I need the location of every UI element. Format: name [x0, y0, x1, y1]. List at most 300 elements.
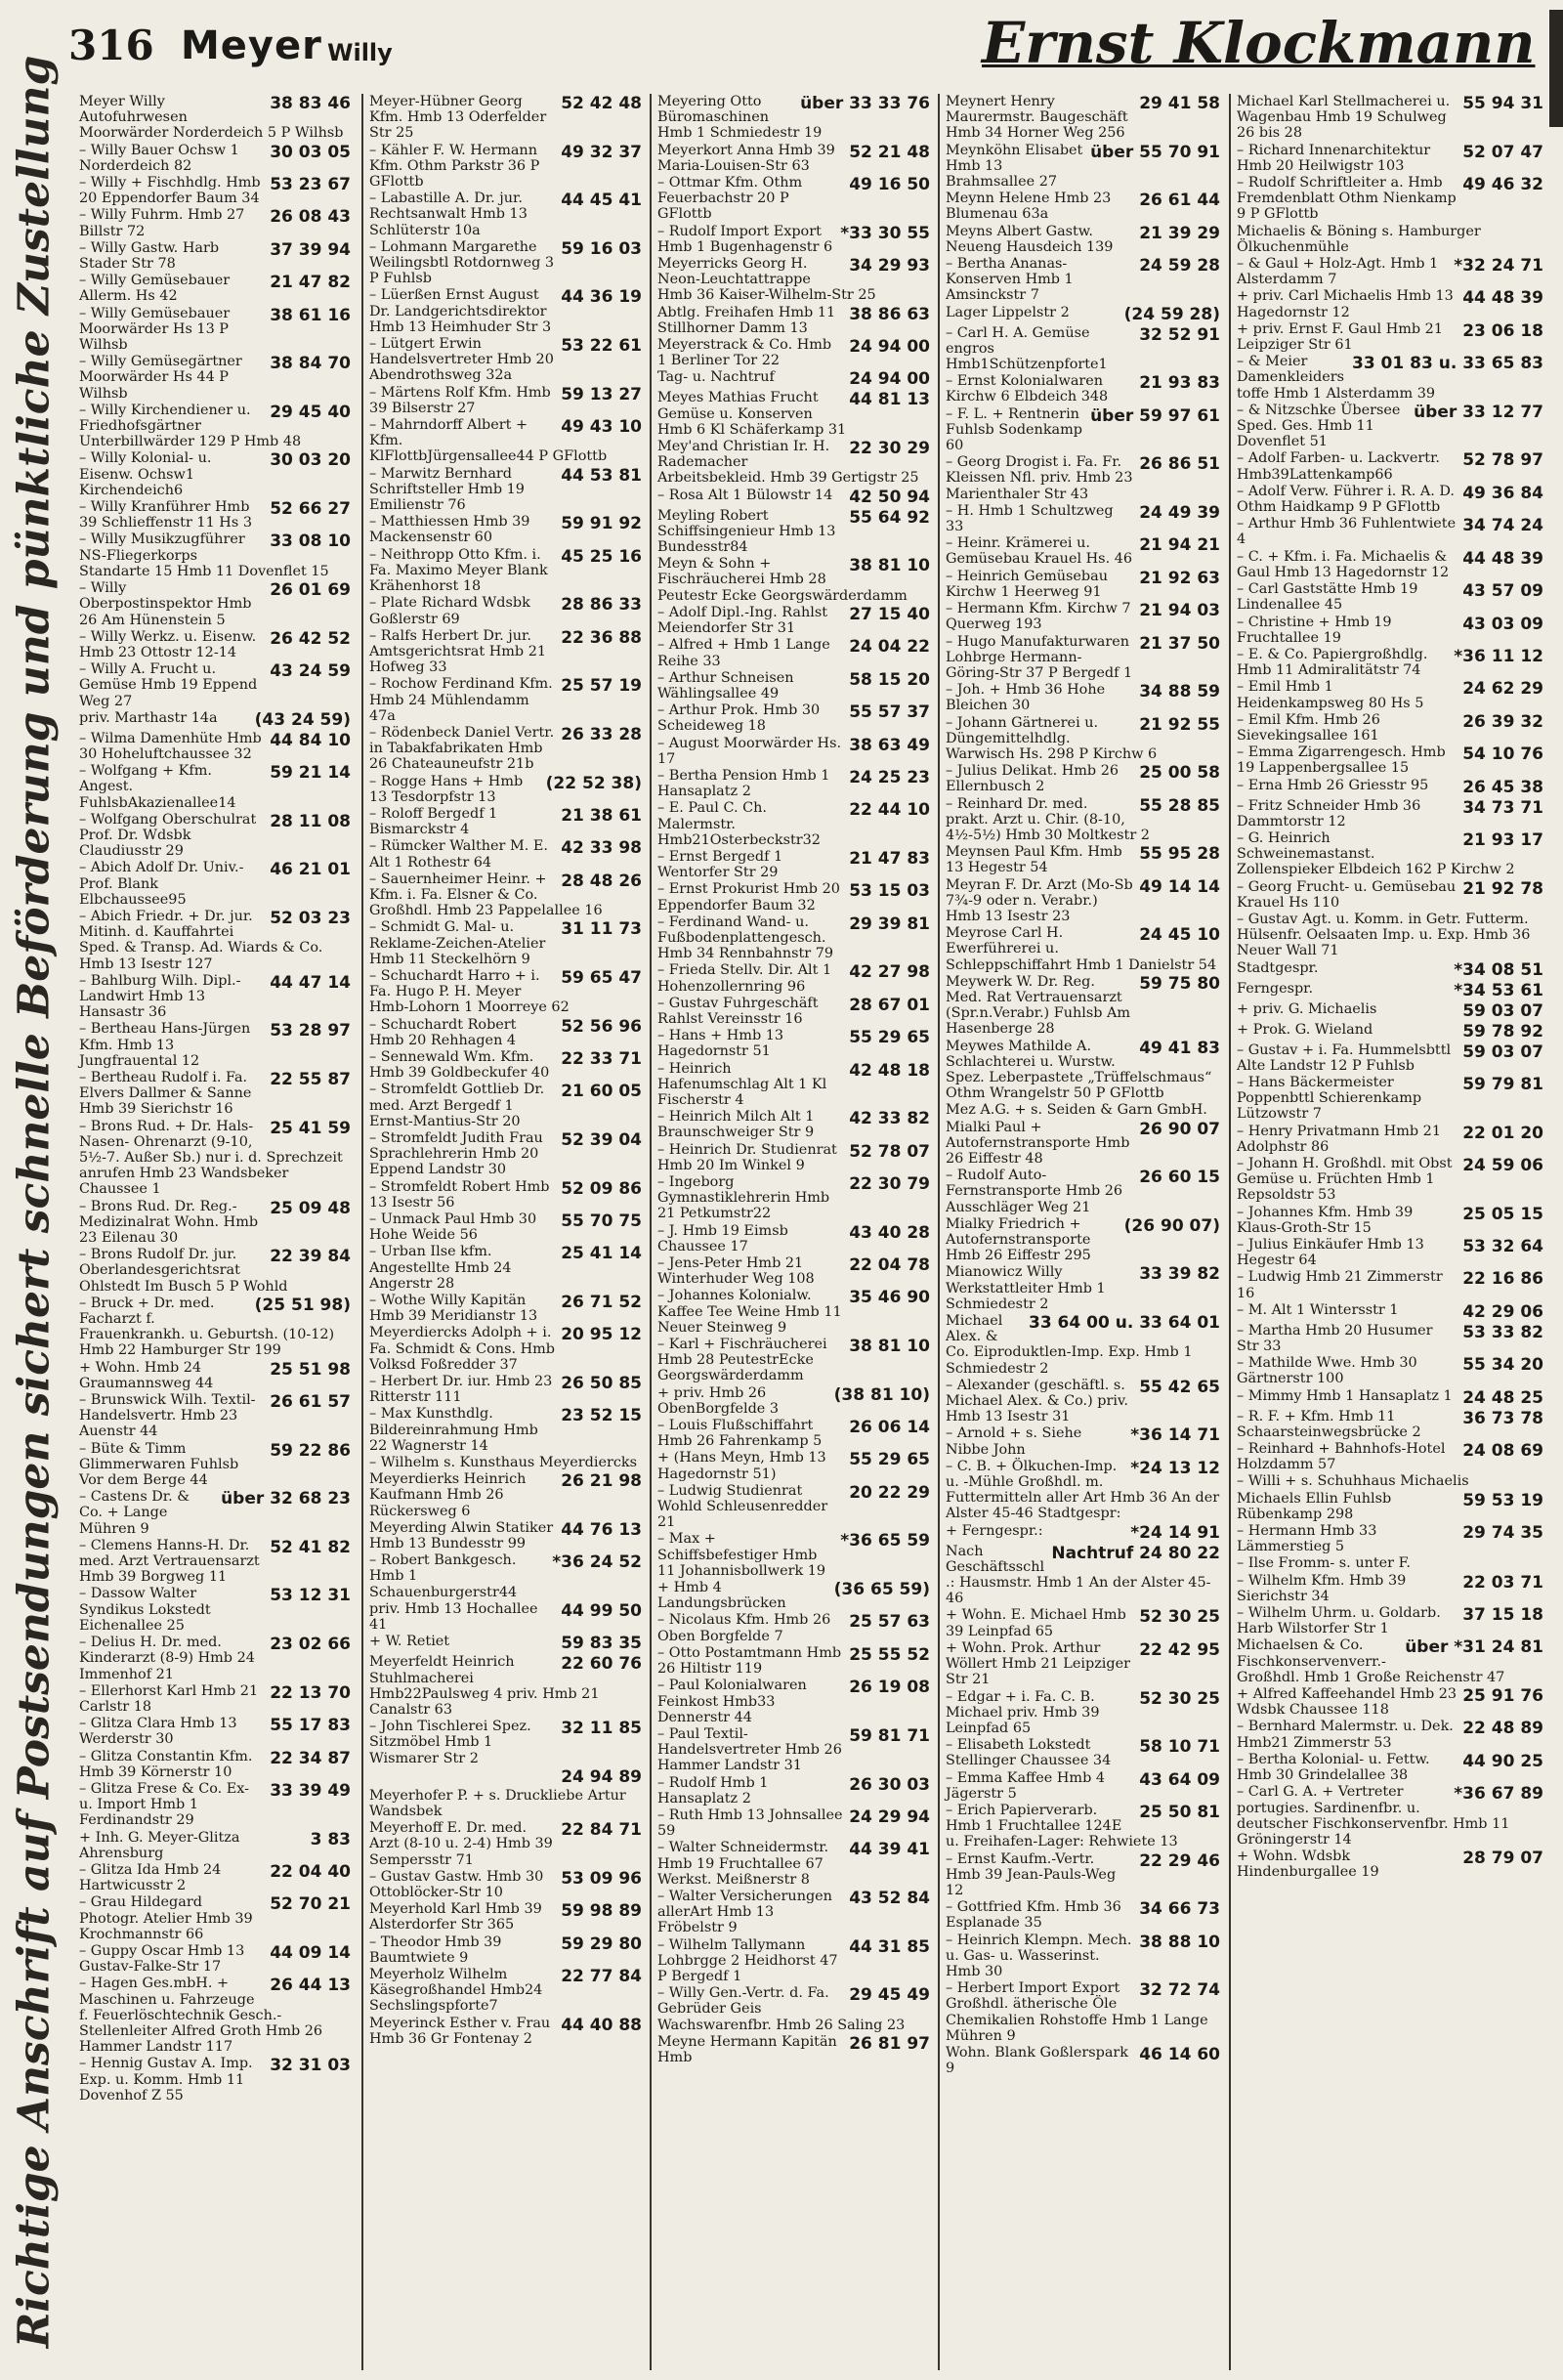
directory-entry — [652, 1418, 930, 1449]
entry-phone-number: 33 39 49 — [270, 1780, 351, 1801]
directory-entry — [73, 273, 351, 304]
entry-phone-number: 26 01 69 — [270, 580, 351, 601]
directory-entry — [363, 547, 642, 595]
entry-text: Meynköhn Elisabet Hmb 13 Brahmsallee 27 — [946, 142, 1083, 191]
entry-phone-number: 34 66 73 — [1139, 1899, 1220, 1920]
entry-text: + (Hans Meyn, Hmb 13 Hagedornstr 51) — [657, 1450, 826, 1482]
directory-entry — [940, 406, 1220, 454]
entry-phone-number: 44 48 39 — [1462, 548, 1543, 569]
entry-text: – Erna Hmb 26 Griesstr 95 — [1237, 777, 1429, 793]
directory-entry — [940, 535, 1220, 567]
entry-text: – Hugo Manufakturwaren Lohbrge Hermann-Göring-Str 37 P Bergedf 1 — [946, 633, 1133, 681]
entry-text: – Herbert Import Export Großhdl. ätherische Öle Chemikalien Rohstoffe Hmb 1 Lange Mühren 9 — [946, 1980, 1208, 2044]
entry-text: – Rochow Ferdinand Kfm. Hmb 24 Mühlendamm 47a — [369, 676, 553, 724]
entry-text: – Wilhelm Uhrm. u. Goldarb. Harb Wilstorfer Str 1 — [1237, 1605, 1441, 1637]
entry-phone-number: 26 61 57 — [270, 1392, 351, 1413]
entry-phone-number: 21 92 78 — [1462, 878, 1543, 899]
directory-entry — [1231, 1784, 1543, 1848]
entry-text: – Alfred + Hmb 1 Lange Reihe 33 — [657, 637, 830, 669]
directory-entry — [940, 2045, 1220, 2076]
entry-text: + Hmb 4 Landungsbrücken — [657, 1580, 786, 1612]
entry-phone-number: 59 16 03 — [561, 238, 642, 259]
directory-entry — [940, 1120, 1220, 1168]
entry-phone-number: 32 52 91 — [1139, 324, 1220, 345]
entry-phone-number: 25 00 58 — [1139, 763, 1220, 784]
entry-text: – Willy + Fischhdlg. Hmb 20 Eppendorfer Baum 34 — [79, 175, 261, 207]
directory-column-4 — [938, 94, 1226, 2370]
entry-text: Meynn Helene Hmb 23 Blumenau 63a — [946, 191, 1112, 223]
directory-entry — [73, 1247, 351, 1295]
entry-text: – Kähler F. W. Hermann Kfm. Othm Parkstr 36 P GFlottb — [369, 142, 540, 191]
entry-text: + priv. G. Michaelis — [1237, 1000, 1377, 1017]
entry-phone-number: 26 86 51 — [1139, 454, 1220, 475]
directory-entry — [652, 1142, 930, 1173]
entry-text: – Johannes Kfm. Hmb 39 Klaus-Groth-Str 15 — [1237, 1204, 1414, 1236]
directory-entry — [652, 1255, 930, 1287]
entry-text: – Abich Adolf Dr. Univ.-Prof. Blank Elbchaussee95 — [79, 860, 244, 908]
entry-text: – Sauernheimer Heinr. + Kfm. i. Fa. Elsner & Co. Großhdl. Hmb 23 Pappelallee 16 — [369, 871, 603, 919]
entry-phone-number: 34 74 24 — [1462, 516, 1543, 536]
entry-phone-number: 24 08 69 — [1462, 1441, 1543, 1462]
entry-phone-number: 44 36 19 — [561, 287, 642, 308]
directory-entry — [363, 1211, 642, 1243]
directory-entry — [940, 796, 1220, 844]
entry-text: – Delius H. Dr. med. Kinderarzt (8-9) Hmb 24 Immenhof 21 — [79, 1635, 255, 1682]
entry-phone-number: 22 04 40 — [270, 1861, 351, 1882]
entry-text: – Willy Kranführer Hmb 39 Schlieffenstr 11 Hs 3 — [79, 499, 252, 531]
directory-entry — [1231, 321, 1543, 353]
entry-phone-number: 23 02 66 — [270, 1635, 351, 1655]
directory-entry — [652, 369, 930, 389]
entry-phone-number: 22 34 87 — [270, 1748, 351, 1768]
entry-phone-number: 28 79 07 — [1462, 1849, 1543, 1869]
entry-text: + priv. Carl Michaelis Hmb 13 Hagedornstr 12 — [1237, 288, 1454, 320]
entry-text: – Emma Kaffee Hmb 4 Jägerstr 5 — [946, 1769, 1106, 1802]
directory-entry — [73, 1976, 351, 2055]
directory-entry — [940, 877, 1220, 925]
directory-entry — [363, 336, 642, 384]
directory-entry — [73, 1392, 351, 1440]
directory-entry — [363, 1049, 642, 1081]
brand-advertisement: Ernst Klockmann — [982, 10, 1536, 76]
entry-phone-number: 26 30 03 — [849, 1774, 930, 1795]
entry-text: – Herbert Dr. iur. Hmb 23 Ritterstr 111 — [369, 1374, 553, 1406]
entry-text: – Marwitz Bernhard Schriftsteller Hmb 19 Emilienstr 76 — [369, 465, 525, 514]
directory-entry — [363, 1934, 642, 1966]
entry-text: – Gustav Fuhrgeschäft Rahlst Vereinsstr 16 — [657, 995, 819, 1027]
page-header — [0, 0, 1563, 78]
directory-entry — [652, 1061, 930, 1109]
entry-text: + Alfred Kaffeehandel Hmb 23 Wdsbk Chaussee 118 — [1237, 1686, 1457, 1719]
entry-phone-number: 42 48 18 — [849, 1060, 930, 1081]
entry-phone-number: Nachtruf 24 80 22 — [1051, 1543, 1220, 1563]
entry-text: – Ludwig Studienrat Wohld Schleusenredder 21 — [657, 1482, 828, 1531]
directory-entry — [652, 849, 930, 880]
entry-text: – Willy Gastw. Harb Stader Str 78 — [79, 239, 220, 273]
entry-phone-number: 49 41 83 — [1139, 1038, 1220, 1058]
entry-text: – Rosa Alt 1 Bülowstr 14 — [657, 487, 833, 503]
entry-text: – E. & Co. Papiergroßhdlg. Hmb 11 Admiralitätstr 74 — [1237, 646, 1428, 679]
directory-entry — [940, 256, 1220, 304]
directory-entry — [652, 1109, 930, 1140]
entry-text: – Willy Kirchendiener u. Friedhofsgärtner Unterbillwärder 129 P Hmb 48 — [79, 402, 302, 450]
entry-phone-number: 26 19 08 — [849, 1678, 930, 1698]
entry-phone-number: 28 86 33 — [561, 595, 642, 616]
directory-entry — [73, 499, 351, 531]
directory-entry — [363, 1552, 642, 1600]
directory-entry — [363, 2016, 642, 2047]
directory-entry — [652, 256, 930, 304]
entry-phone-number: (26 90 07) — [1123, 1215, 1220, 1236]
entry-phone-number: 22 30 29 — [849, 439, 930, 459]
directory-entry — [652, 1223, 930, 1254]
directory-entry — [652, 143, 930, 174]
directory-entry — [652, 1028, 930, 1059]
directory-column-5 — [1229, 94, 1549, 2370]
entry-text: – Ellerhorst Karl Hmb 21 Carlstr 18 — [79, 1682, 259, 1715]
directory-entry — [363, 1869, 642, 1900]
entry-phone-number: 52 78 97 — [1462, 450, 1543, 471]
entry-phone-number: 21 39 29 — [1139, 223, 1220, 243]
entry-phone-number: 34 88 59 — [1139, 682, 1220, 702]
entry-text: – Bahlburg Wilh. Dipl.-Landwirt Hmb 13 Hansastr 36 — [79, 972, 241, 1021]
entry-phone-number: 24 25 23 — [849, 767, 930, 787]
entry-text: – Mimmy Hmb 1 Hansaplatz 1 — [1237, 1387, 1453, 1404]
directory-entry — [73, 629, 351, 660]
directory-entry — [652, 1840, 930, 1888]
directory-entry — [1231, 549, 1543, 580]
entry-text: Nach Geschäftsschl.: Hausmstr. Hmb 1 An der Alster 45-46 — [946, 1543, 1211, 1607]
entry-text: – Brons Rud. Dr. Reg.-Medizinalrat Wohn. Hmb 23 Eilenau 30 — [79, 1198, 259, 1247]
entry-phone-number: 25 41 14 — [561, 1244, 642, 1264]
entry-phone-number: 26 45 38 — [1462, 777, 1543, 797]
directory-entry — [652, 2034, 930, 2065]
directory-entry — [652, 94, 930, 142]
entry-text: priv. Hmb 13 Hochallee 41 — [369, 1600, 538, 1634]
entry-phone-number: 55 29 65 — [849, 1450, 930, 1470]
entry-phone-number: 21 92 63 — [1139, 568, 1220, 588]
entry-text: Meyerhoff E. Dr. med. Arzt (8-10 u. 2-4) Hmb 39 Sempersstr 71 — [369, 1820, 553, 1868]
entry-phone-number: 22 77 84 — [561, 1966, 642, 1986]
directory-entry — [73, 175, 351, 206]
directory-entry — [940, 1980, 1220, 2044]
directory-entry — [1231, 224, 1543, 255]
directory-entry — [652, 881, 930, 913]
entry-text: + W. Retiet — [369, 1634, 450, 1650]
entry-phone-number: 52 56 96 — [561, 1016, 642, 1037]
entry-text: – Adolf Dipl.-Ing. Rahlst Meiendorfer Str 31 — [657, 604, 828, 637]
directory-entry — [73, 143, 351, 174]
directory-entry — [652, 1288, 930, 1336]
entry-phone-number: 26 08 43 — [270, 207, 351, 228]
entry-text: – Wolfgang Oberschulrat Prof. Dr. Wdsbk Claudiusstr 29 — [79, 811, 257, 860]
directory-entry — [652, 962, 930, 994]
entry-text: – Robert Bankgesch. Hmb 1 Schauenburgerstr44 — [369, 1552, 518, 1600]
entry-text: Meyrose Carl H. Ewerführerei u. Schleppschiffahrt Hmb 1 Danielstr 54 — [946, 925, 1217, 973]
entry-phone-number: über 33 12 77 — [1414, 402, 1543, 422]
directory-entry — [1231, 1042, 1543, 1074]
directory-entry — [1231, 1752, 1543, 1783]
entry-text: Wohn. Blank Goßlerspark 9 — [946, 2044, 1129, 2077]
entry-text: – Nicolaus Kfm. Hmb 26 Oben Borgfelde 7 — [657, 1612, 831, 1644]
directory-entry — [940, 224, 1220, 255]
entry-phone-number: 35 46 90 — [849, 1288, 930, 1308]
entry-phone-number: 26 06 14 — [849, 1418, 930, 1438]
entry-text: – Bruck + Dr. med. Facharzt f. Frauenkrankh. u. Geburtsh. (10-12) Hmb 22 Hamburger Str 199 — [79, 1295, 335, 1359]
directory-entry — [73, 710, 351, 730]
entry-text: – Willy A. Frucht u. Gemüse Hmb 19 Eppend Weg 27 — [79, 661, 258, 709]
directory-entry — [363, 1455, 642, 1470]
entry-text: – Gustav Agt. u. Komm. in Getr. Futterm. Hülsenfr. Oelsaaten Imp. u. Exp. Hmb 36 Neuer Wall 71 — [1237, 911, 1531, 959]
directory-entry — [1231, 516, 1543, 547]
directory-entry — [73, 909, 351, 972]
entry-text: – Dassow Walter Syndikus Lokstedt Eichenallee 25 — [79, 1586, 211, 1634]
entry-phone-number: 44 48 39 — [1462, 288, 1543, 309]
directory-entry — [652, 1612, 930, 1643]
directory-entry — [363, 1719, 642, 1766]
directory-entry — [940, 1216, 1220, 1264]
entry-text: Michael Alex. & Co. Eiproduktlen-Imp. Exp. Hmb 1 Schmiedestr 2 — [946, 1313, 1193, 1377]
entry-phone-number: 30 03 05 — [270, 142, 351, 162]
entry-phone-number: 59 91 92 — [561, 514, 642, 534]
entry-phone-number: 21 47 82 — [270, 273, 351, 293]
entry-text: Abtlg. Freihafen Hmb 11 Stillhorner Damm 13 — [657, 304, 836, 336]
directory-entry — [940, 634, 1220, 682]
entry-phone-number: 26 44 13 — [270, 1976, 351, 1996]
entry-phone-number: 29 45 40 — [270, 402, 351, 422]
entry-text: – Hans + Hmb 13 Hagedornstr 51 — [657, 1028, 784, 1060]
entry-text: – Ralfs Herbert Dr. jur. Amtsgerichtsrat Hmb 21 Hofweg 33 — [369, 627, 547, 676]
entry-text: – Richard Innenarchitektur Hmb 20 Heilwigstr 103 — [1237, 142, 1431, 174]
directory-entry — [73, 1441, 351, 1489]
entry-phone-number: 26 42 52 — [270, 628, 351, 649]
directory-entry — [652, 996, 930, 1027]
entry-phone-number: 44 76 13 — [561, 1519, 642, 1540]
directory-entry — [652, 768, 930, 799]
entry-phone-number: 38 63 49 — [849, 735, 930, 755]
entry-text: Tag- u. Nachtruf — [657, 369, 775, 386]
entry-phone-number: *33 30 55 — [840, 223, 930, 243]
directory-entry — [363, 1082, 642, 1129]
entry-phone-number: 55 70 75 — [561, 1211, 642, 1232]
entry-phone-number: 44 53 81 — [561, 465, 642, 486]
entry-text: – Willi + s. Schuhhaus Michaelis — [1237, 1473, 1469, 1490]
directory-entry — [363, 838, 642, 870]
entry-text: – F. L. + Rentnerin Fuhlsb Sodenkamp 60 — [946, 405, 1082, 454]
entry-text: – Edgar + i. Fa. C. B. Michael priv. Hmb 39 Leinpfad 65 — [946, 1688, 1100, 1736]
entry-phone-number: 44 81 13 — [849, 390, 930, 410]
entry-phone-number: 22 04 78 — [849, 1255, 930, 1276]
directory-entry — [1231, 1124, 1543, 1155]
directory-entry — [1231, 581, 1543, 613]
entry-phone-number: 22 39 84 — [270, 1247, 351, 1267]
entry-text: – Heinrich Klempn. Mech. u. Gas- u. Wasserinst. Hmb 30 — [946, 1932, 1132, 1979]
entry-text: – Emma Zigarrengesch. Hmb 19 Lappenbergsallee 15 — [1237, 744, 1446, 777]
entry-phone-number: *34 53 61 — [1454, 980, 1543, 1000]
directory-entry — [73, 2056, 351, 2104]
directory-entry — [73, 812, 351, 860]
directory-entry — [73, 1716, 351, 1747]
directory-entry — [1231, 1205, 1543, 1236]
entry-text: – Hermann Kfm. Kirchw 7 Querweg 193 — [946, 601, 1131, 633]
directory-entry — [652, 1937, 930, 1985]
directory-entry — [1231, 1388, 1543, 1408]
entry-text: – Arthur Prok. Hmb 30 Scheideweg 18 — [657, 702, 821, 735]
entry-text: – Ferdinand Wand- u. Fußbodenplattengesch. Hmb 34 Rennbahnstr 79 — [657, 914, 834, 962]
entry-text: – Willy Kolonial- u. Eisenw. Ochsw1 Kirchendeich6 — [79, 450, 212, 498]
entry-phone-number: 24 45 10 — [1139, 925, 1220, 946]
entry-text: – Schuchardt Robert Hmb 20 Rehhagen 4 — [369, 1016, 517, 1048]
entry-text: – E. Paul C. Ch. Malermstr. Hmb21Osterbeckstr32 — [657, 800, 821, 848]
entry-phone-number: 42 27 98 — [849, 962, 930, 983]
entry-text: – Wilhelm Kfm. Hmb 39 Sierichstr 34 — [1237, 1572, 1407, 1604]
entry-phone-number: 59 78 92 — [1462, 1021, 1543, 1041]
entry-text: – Sennewald Wm. Kfm. Hmb 39 Goldbeckufer 40 — [369, 1048, 550, 1082]
entry-phone-number: 55 94 31 — [1462, 94, 1543, 113]
entry-phone-number: 22 48 89 — [1462, 1719, 1543, 1739]
entry-text: Meyering Otto Büromaschinen Hmb 1 Schmiedestr 19 — [657, 94, 823, 142]
entry-text: – Mathilde Wwe. Hmb 30 Gärtnerstr 100 — [1237, 1355, 1417, 1387]
entry-text: – Lüerßen Ernst August Dr. Landgerichtsdirektor Hmb 13 Heimhuder Str 3 — [369, 287, 552, 335]
entry-phone-number: 53 23 67 — [270, 175, 351, 195]
entry-phone-number: 42 33 82 — [849, 1109, 930, 1129]
entry-phone-number: 55 29 65 — [849, 1028, 930, 1048]
entry-phone-number: 44 47 14 — [270, 972, 351, 993]
directory-entry — [1231, 1637, 1543, 1685]
directory-entry — [1231, 1237, 1543, 1268]
entry-text: – Bertha Ananas-Konserven Hmb 1 Amsinckstr 7 — [946, 256, 1074, 304]
entry-phone-number: *24 14 91 — [1130, 1522, 1220, 1543]
entry-text: – Glitza Frese & Co. Ex- u. Import Hmb 1 Ferdinandstr 29 — [79, 1780, 250, 1829]
directory-entry — [1231, 960, 1543, 980]
entry-text: – C. + Kfm. i. Fa. Michaelis & Gaul Hmb 13 Hagedornstr 12 — [1237, 548, 1450, 580]
entry-phone-number: 24 94 89 — [561, 1766, 642, 1787]
directory-entry — [363, 1130, 642, 1178]
directory-entry — [940, 454, 1220, 502]
entry-text: Meyes Mathias Frucht Gemüse u. Konserven Hmb 6 Kl Schäferkamp 31 — [657, 390, 847, 438]
directory-entry — [652, 439, 930, 487]
directory-entry — [652, 1985, 930, 2033]
entry-phone-number: 22 03 71 — [1462, 1572, 1543, 1593]
entry-phone-number: 38 83 46 — [270, 94, 351, 113]
entry-phone-number: 55 17 83 — [270, 1716, 351, 1736]
entry-phone-number: 52 78 07 — [849, 1141, 930, 1162]
entry-phone-number: *32 24 71 — [1454, 256, 1543, 276]
entry-phone-number: 23 52 15 — [561, 1406, 642, 1426]
entry-text: – Johannes Kolonialw. Kaffee Tee Weine Hmb 11 Neuer Steinweg 9 — [657, 1288, 842, 1336]
entry-phone-number: 38 84 70 — [270, 354, 351, 374]
entry-text: – Jens-Peter Hmb 21 Winterhuder Weg 108 — [657, 1255, 815, 1288]
entry-text: – Rümcker Walther M. E. Alt 1 Rothestr 64 — [369, 838, 548, 871]
entry-phone-number: 59 75 80 — [1139, 973, 1220, 994]
entry-phone-number: 44 99 50 — [561, 1600, 642, 1621]
entry-text: Meyran F. Dr. Arzt (Mo-Sb 7¾-9 oder n. Verabr.) Hmb 13 Isestr 23 — [946, 876, 1133, 924]
entry-text: – Rudolf Schriftleiter a. Hmb Fremdenblatt Othm Nienkamp 9 P GFlottb — [1237, 175, 1457, 223]
directory-entry — [940, 191, 1220, 222]
entry-phone-number: 27 15 40 — [849, 604, 930, 624]
entry-text: – Labastille A. Dr. jur. Rechtsanwalt Hmb 13 Schlüterstr 10a — [369, 191, 528, 238]
entry-phone-number: (43 24 59) — [254, 709, 351, 730]
directory-entry — [652, 508, 930, 556]
directory-entry — [363, 385, 642, 416]
entry-phone-number: 53 32 64 — [1462, 1237, 1543, 1256]
entry-text: Stadtgespr. — [1237, 959, 1319, 976]
running-first-name: Willy — [327, 39, 393, 66]
directory-entry — [73, 580, 351, 628]
directory-entry — [940, 1640, 1220, 1688]
directory-entry — [652, 914, 930, 962]
entry-phone-number: 59 03 07 — [1462, 1041, 1543, 1062]
entry-phone-number: 21 92 55 — [1139, 714, 1220, 735]
directory-entry — [363, 1244, 642, 1292]
entry-text: – Schuchardt Harro + i. Fa. Hugo P. H. Meyer Hmb-Lohorn 1 Moorreye 62 — [369, 967, 570, 1016]
directory-entry — [73, 1119, 351, 1198]
directory-entry — [1231, 1409, 1543, 1440]
entry-text: – Urban Ilse kfm. Angestellte Hmb 24 Angerstr 28 — [369, 1244, 512, 1292]
directory-entry — [1231, 1323, 1543, 1354]
entry-phone-number: 55 95 28 — [1139, 844, 1220, 865]
directory-entry — [940, 1899, 1220, 1931]
page-edge-mark — [1549, 10, 1563, 127]
entry-phone-number: 26 21 98 — [561, 1471, 642, 1492]
directory-entry — [363, 1325, 642, 1373]
entry-phone-number: 44 39 41 — [849, 1840, 930, 1860]
entry-phone-number: 49 36 84 — [1462, 483, 1543, 503]
entry-phone-number: 52 41 82 — [270, 1537, 351, 1557]
entry-text: Mialki Paul + Autofernstransporte Hmb 26 Eiffestr 48 — [946, 1119, 1130, 1167]
directory-entry — [940, 1933, 1220, 1980]
entry-text: – Adolf Verw. Führer i. R. A. D. Othm Haidkamp 9 P GFlottb — [1237, 483, 1456, 516]
entry-text: – Bertheau Hans-Jürgen Kfm. Hmb 13 Jungfrauental 12 — [79, 1021, 251, 1069]
entry-text: Meyne Hermann Kapitän Hmb — [657, 2033, 837, 2065]
directory-entry — [363, 1293, 642, 1324]
entry-text: – Büte & Timm Glimmerwaren Fuhlsb Vor dem Berge 44 — [79, 1440, 239, 1489]
directory-entry — [1231, 1001, 1543, 1021]
entry-phone-number: 38 61 16 — [270, 305, 351, 325]
entry-phone-number: 25 09 48 — [270, 1198, 351, 1218]
directory-entry — [652, 224, 930, 255]
directory-entry — [652, 1807, 930, 1839]
entry-text: – Ludwig Hmb 21 Zimmerstr 16 — [1237, 1269, 1443, 1301]
directory-entry — [940, 974, 1220, 1038]
entry-phone-number: 26 71 52 — [561, 1293, 642, 1313]
entry-phone-number: 52 70 21 — [270, 1894, 351, 1915]
entry-phone-number: 53 28 97 — [270, 1021, 351, 1041]
entry-phone-number: 52 42 48 — [561, 94, 642, 113]
entry-phone-number: 24 94 00 — [849, 337, 930, 358]
entry-phone-number: 49 16 50 — [849, 175, 930, 195]
entry-phone-number: 33 01 83 u. 33 65 83 — [1351, 354, 1543, 374]
entry-phone-number: 59 65 47 — [561, 967, 642, 988]
entry-text: – & Meier Damenkleiderstoffe Hmb 1 Alsterdamm 39 — [1237, 354, 1436, 402]
directory-entry — [363, 725, 642, 773]
entry-text: – H. Hmb 1 Schultzweg 33 — [946, 502, 1114, 535]
entry-text: – Bertheau Rudolf i. Fa. Elvers Dallmer & Sanne Hmb 39 Sierichstr 16 — [79, 1069, 252, 1118]
directory-entry — [1231, 912, 1543, 959]
entry-text: – Roloff Bergedf 1 Bismarckstr 4 — [369, 805, 498, 838]
slogan-text: Richtige Anschrift auf Postsendungen sichert schnelle Beförderung und pünktliche Zustellung — [9, 55, 60, 2349]
entry-text: – Gottfried Kfm. Hmb 36 Esplanade 35 — [946, 1899, 1121, 1932]
entry-text: – Karl + Fischräucherei Hmb 28 PeutestrEcke Georgswärderdamm — [657, 1337, 827, 1384]
entry-text: Meyling Robert Schiffsingenieur Hmb 13 Bundesstr84 — [657, 507, 836, 556]
entry-text: – Willy Werkz. u. Eisenw. Hmb 23 Ottostr 12-14 — [79, 628, 257, 660]
entry-phone-number: *36 65 59 — [840, 1531, 930, 1551]
entry-phone-number: 28 11 08 — [270, 811, 351, 831]
directory-entry — [940, 1607, 1220, 1638]
directory-entry — [1231, 1719, 1543, 1750]
entry-text: – Theodor Hmb 39 Baumtwiete 9 — [369, 1934, 502, 1966]
entry-text: Meywerk W. Dr. Reg. Med. Rat Vertrauensarzt (Spr.n.Verabr.) Fuhlsb Am Hasenberge 28 — [946, 973, 1131, 1038]
